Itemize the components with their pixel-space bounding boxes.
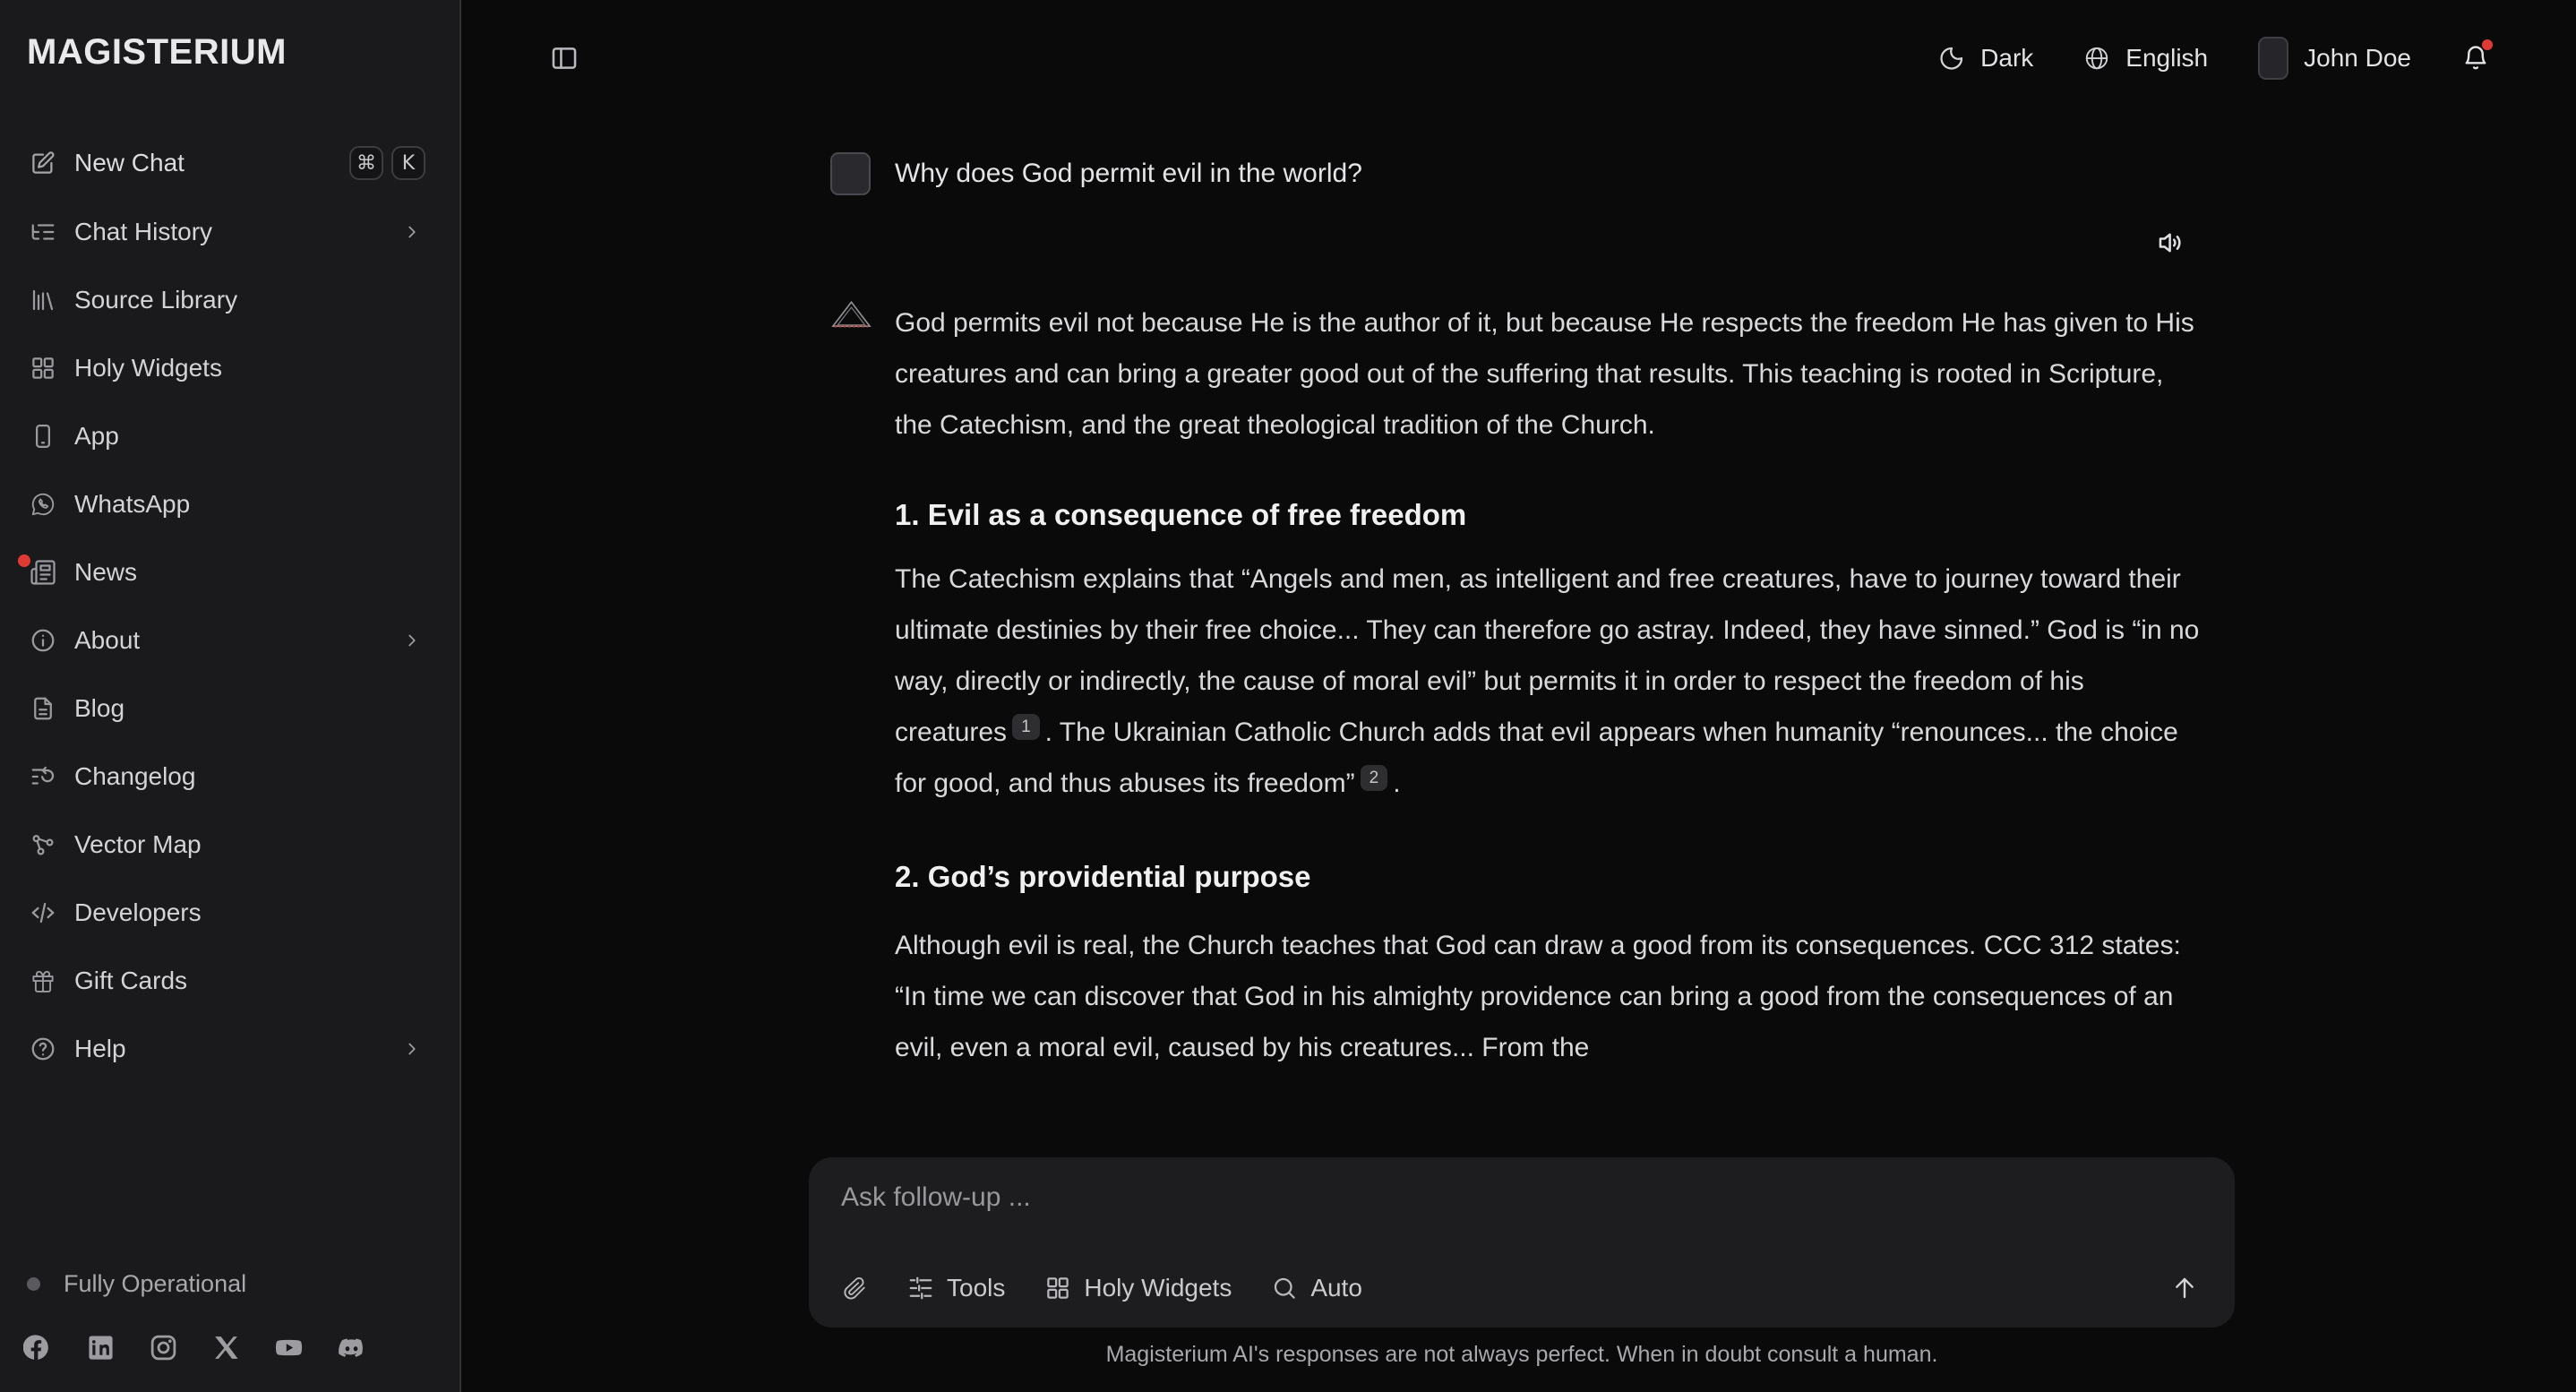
paperclip-icon bbox=[841, 1275, 868, 1302]
answer-heading-1: 1. Evil as a consequence of free freedom bbox=[895, 498, 1467, 531]
linkedin-icon[interactable] bbox=[86, 1333, 116, 1362]
chevron-right-icon bbox=[402, 222, 422, 242]
whatsapp-icon bbox=[30, 491, 56, 518]
sidebar-item-vector-map[interactable]: Vector Map bbox=[0, 811, 461, 879]
facebook-icon[interactable] bbox=[23, 1333, 53, 1362]
disclaimer-text: Magisterium AI's responses are not always perfect. When in doubt consult a human. bbox=[1105, 1342, 1938, 1367]
sidebar-nav bbox=[0, 198, 461, 1083]
source-library-icon bbox=[30, 287, 56, 314]
discord-icon[interactable] bbox=[337, 1333, 366, 1362]
sidebar-item-gift-cards[interactable]: Gift Cards bbox=[0, 947, 461, 1015]
user-name: John Doe bbox=[2304, 44, 2411, 72]
send-button[interactable] bbox=[2170, 1274, 2199, 1302]
notifications-button[interactable] bbox=[2461, 44, 2490, 73]
sidebar-item-holy-widgets[interactable]: Holy Widgets bbox=[0, 334, 461, 402]
followup-input[interactable] bbox=[841, 1182, 1647, 1240]
x-icon[interactable] bbox=[211, 1333, 241, 1362]
sidebar-item-news[interactable]: News bbox=[0, 538, 461, 606]
new-chat-shortcut bbox=[349, 146, 425, 180]
answer-intro: God permits evil not because He is the author of it, but because He respects the freedom He has given to His creatures and can bring a greater good out of the suffering that results. This teaching is rooted in Scripture, the Catechism, and the great theological tradition of the Church. bbox=[895, 308, 2194, 440]
newspaper-icon bbox=[30, 559, 56, 586]
status-dot bbox=[27, 1277, 40, 1291]
citation-1[interactable]: 1 bbox=[1012, 714, 1040, 740]
chevron-right-icon bbox=[402, 631, 422, 650]
kbd-k: K bbox=[391, 146, 425, 180]
holy-widgets-button[interactable]: Holy Widgets bbox=[1044, 1274, 1232, 1302]
sidebar bbox=[0, 0, 461, 1392]
assistant-message-body bbox=[895, 292, 2202, 1073]
main-area bbox=[463, 0, 2576, 1392]
read-aloud-button[interactable] bbox=[2156, 228, 2186, 258]
answer-paragraph-1: The Catechism explains that “Angels and men, as intelligent and free creatures, have to journey toward their ultimate destinies by their free choice... They can therefore go astray. Indeed, they have sinned.” God is “in no way, directly or indirectly, the cause of moral evil” but permits it in order to respect the freedom of his creatures 1 . The Ukrainian Catholic Church adds that evil appears when humanity “renounces... the choice for good, and thus abuses its freedom” 2 . bbox=[895, 564, 2200, 798]
citation-2[interactable]: 2 bbox=[1361, 765, 1388, 791]
user-message-avatar bbox=[830, 152, 871, 195]
chevron-right-icon bbox=[402, 1039, 422, 1059]
widgets-grid-icon bbox=[1044, 1275, 1071, 1302]
sidebar-item-chat-history[interactable]: Chat History bbox=[0, 198, 461, 266]
sidebar-item-app[interactable]: App bbox=[0, 402, 461, 470]
sidebar-item-blog[interactable]: Blog bbox=[0, 675, 461, 743]
code-icon bbox=[30, 899, 56, 926]
status-label: Fully Operational bbox=[64, 1270, 247, 1297]
notification-dot bbox=[2482, 39, 2493, 50]
new-chat-icon bbox=[30, 150, 56, 176]
user-avatar bbox=[2258, 37, 2288, 80]
sidebar-item-source-library[interactable]: Source Library bbox=[0, 266, 461, 334]
tools-button[interactable]: Tools bbox=[907, 1274, 1005, 1302]
attach-button[interactable] bbox=[841, 1275, 868, 1302]
brand-logo: MAGISTERIUM bbox=[27, 32, 287, 72]
user-menu[interactable] bbox=[2258, 37, 2411, 80]
chat-history-icon bbox=[30, 219, 56, 245]
new-chat-button[interactable] bbox=[0, 136, 461, 190]
help-circle-icon bbox=[30, 1035, 56, 1062]
auto-mode-button[interactable]: Auto bbox=[1271, 1274, 1362, 1302]
new-chat-label: New Chat bbox=[74, 149, 185, 176]
sidebar-item-help[interactable]: Help bbox=[0, 1015, 461, 1083]
composer-toolbar bbox=[841, 1274, 1362, 1302]
search-icon bbox=[1271, 1275, 1298, 1302]
sidebar-item-whatsapp[interactable]: WhatsApp bbox=[0, 470, 461, 538]
info-icon bbox=[30, 627, 56, 654]
assistant-message bbox=[830, 292, 2233, 1073]
sidebar-item-changelog[interactable]: Changelog bbox=[0, 743, 461, 811]
news-unread-dot bbox=[18, 554, 30, 567]
sidebar-item-developers[interactable]: Developers bbox=[0, 879, 461, 947]
instagram-icon[interactable] bbox=[149, 1333, 178, 1362]
social-links bbox=[23, 1333, 366, 1362]
sidebar-toggle-button[interactable] bbox=[549, 43, 580, 73]
theme-toggle[interactable]: Dark bbox=[1938, 44, 2033, 73]
gift-icon bbox=[30, 967, 56, 994]
sidebar-item-about[interactable]: About bbox=[0, 606, 461, 675]
answer-heading-2: 2. God’s providential purpose bbox=[895, 860, 1311, 893]
file-text-icon bbox=[30, 695, 56, 722]
user-message bbox=[830, 152, 1362, 195]
sliders-icon bbox=[907, 1275, 934, 1302]
network-nodes-icon bbox=[30, 831, 56, 858]
language-selector[interactable]: English bbox=[2083, 44, 2208, 73]
text-fade-overlay bbox=[463, 1109, 2576, 1163]
composer-panel bbox=[809, 1157, 2235, 1328]
kbd-cmd: ⌘ bbox=[349, 146, 383, 180]
user-message-text: Why does God permit evil in the world? bbox=[895, 159, 1362, 188]
magisterium-triangle-icon bbox=[830, 299, 872, 330]
widgets-grid-icon bbox=[30, 355, 56, 382]
answer-paragraph-2: Although evil is real, the Church teaches that God can draw a good from its consequences. CCC 312 states: “In time we can discover that God in his almighty providence can bring a good from the consequences of an evil, even a moral evil, caused by his creatures... From the bbox=[895, 931, 2181, 1062]
list-restart-icon bbox=[30, 763, 56, 790]
system-status[interactable] bbox=[27, 1270, 246, 1298]
youtube-icon[interactable] bbox=[274, 1333, 304, 1362]
smartphone-icon bbox=[30, 423, 56, 450]
